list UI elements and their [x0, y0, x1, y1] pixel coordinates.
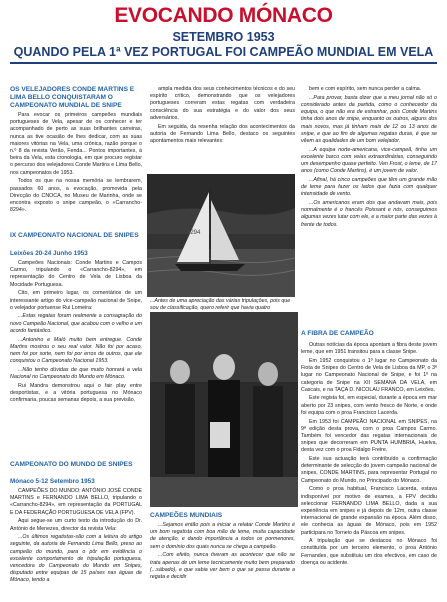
header-divider [10, 62, 437, 64]
quote: ...Afinal, há cinco campeões que têm um grande mão de leme para fazer os lados que fazia com qualquer intensidade de vento. [301, 176, 437, 198]
paragraph: Campeões Nacionais: Conde Martins e Campos Carmo, tripulando o «Carrancho-8294», em representação do Centro de Vela de Lisboa da Mocidade Portuguesa. [10, 260, 142, 288]
paragraph: Em seguida, da resenha relação dos acontecimentos da autoria de Fernando Lima Bello, destaco os seguintes apontamentos mais relevantes: [150, 123, 295, 144]
article-headline: QUANDO PELA 1ª VEZ PORTUGAL FOI CAMPEÃO MUNDIAL EM VELA [13, 45, 434, 59]
paragraph: Todos os que na nossa memória se lembrarem, passados 60 anos, a evocação, promovida pela Direcção do CNOCA, no Museu de Marinha, onde se encontra exposto o snipe campeão, o «Carrancho-8294». [10, 178, 142, 214]
paragraph: Como o proa habitual, Francisco Lacerda, estava indisponível por motivo de exames, a FPV decidiu seleccionar FERNANDO LIMA BELLO, dada a sua experiência em snipes e já depois de 12m, outra classe internacional de grande expansão na época. Além disso, ele conhecia as águas de Mónaco, pois em 1952 participara no Torneio da Páscoa em snipes. [301, 486, 437, 536]
quote: ...Os últimos regatistas-são com a leitura do artigo seguinte, da autoria de Fernando Lima Bello, preso ao campeão do mundo, para o pôr em evidência o excelente comportamento de tripulação portuguesa, vencedora do Campeonato do Mundo em Snipes, disputado entre equipas de 15 países nas águas de Mónaco, tendo a [10, 534, 142, 584]
section2-subtitle: Leixões 20-24 Junho 1953 [10, 250, 88, 257]
section3-body [10, 488, 142, 598]
champions-illustration [150, 312, 298, 507]
paragraph: Cito, em primeiro lugar, os comentários de um interessante artigo do vice-campeão nacional de Snipe, o velejador portuense Rui Lomeira: [10, 290, 142, 311]
kicker-title: EVOCANDO MÓNACO [114, 4, 333, 27]
paragraph: CAMPEÕES DO MUNDO: ANTÓNIO JOSÉ CONDE MARTINS e FERNANDO LIMA BELLO, tripulando o «Carrancho-8294», em representação da PORTUGAL E DA FEDERAÇÃO PORTUGUESA DE VELA (FPV). [10, 488, 142, 516]
paragraph: Para evocar os primeiros campeões mundiais portugueses de Vela, apesar de os conhecer e ter acompanhado de perto as suas brilhantes carreiras, nunca as tive ocasião de lhes dedicar, com as suas maiores vitórias na Vela, uma crónica, razão porque o n.º 8 da revista Verão, Fenda... Pontos importantes, à beira da Vela, esta cronologia, em que procuro registar o percurso dos velejadores Conde Martins e Lima Bello, nos campeonatos de 1953. [10, 112, 142, 176]
col3-top-body [301, 86, 437, 324]
paragraph: Aqui segue-se um curto texto da introdução do Dr. António de Menezes, director da revista Vela: [10, 518, 142, 532]
quote: ...Para provar, basta dizer que a meu jornal não só o considerado antes da partida, como o conhecedor da equipa, o que não era de estranhar, pois Conde Martins tinha dois anos de snipe, enquanto os outros, alguns dos mais novos, mas já tinham mais de 12 ou 13 anos de snipe, e que ao fim de algumas regatas duras, é que se vêem as qualidades de um bom velejador. [301, 94, 437, 144]
paragraph: bem e com espírito, sem nunca perder a calma. [309, 86, 422, 92]
paragraph: Outras notícias da época apontam a fibra deste jovem leme, que em 1951 transitou para a classe Snipe. [301, 342, 437, 356]
article-date: SETEMBRO 1953 [172, 30, 275, 44]
champions-photo [150, 312, 298, 507]
col2-top-body [150, 86, 295, 172]
sailboat-illustration [147, 174, 295, 297]
section1-body [10, 112, 142, 228]
col2-section-title: CAMPEÕES MUNDIAIS [150, 512, 223, 519]
paragraph: A tripulação que se destacou no Mónaco foi constituída por um terceiro elemento, o proa António Fernandes, que substituiu um dos efectivos, em caso de doença ou acidente. [301, 538, 437, 566]
paragraph: ampla medida dos seus conhecimentos técnicos e do seu espírito crítico, demonstrando que os velejadores portugueses correram estas regatas com verdadeira consciência do sua estratégia e do valor dos seus adversários. [150, 86, 295, 121]
photo1-caption: ...Antes de uma apreciação das várias tripulações, pois que sou de classificação, quero referir que havia quatro [150, 298, 291, 311]
col3-section-title: A FIBRA DE CAMPEÃO [301, 330, 374, 337]
sailboat-photo [147, 174, 295, 297]
col3-section-body [301, 342, 437, 598]
quote: ...Não tenho dúvidas de que muito honrará a vela Nacional no Campeonato do Mundo em Mónaco. [10, 366, 142, 381]
quote: ...Os americanos eram dos que andavam mais, pois normalmente é o francês Poissant e nós, conseguimos algumas vezes lutar com ele, e a maior parte das vezes à frente de todos. [301, 200, 437, 228]
paragraph: Em 1953 foi CAMPEÃO NACIONAL em SNIPES, na 9ª edição desta prova, com o proa Campos Carmo. Também foi vencedor das regatas internacionais de snipes que decorreram em PUNTA HUMBRIA, Huelva, desta vez com o proa Fidalgo Freire. [301, 418, 437, 454]
quote: ...Estas regatas foram realmente a consagração do novo Campeão Nacional, que acabou com o velho e um acordo fantástico. [10, 313, 142, 334]
col2-section-body [150, 522, 295, 598]
paragraph: Em 1952 conquistou o 1º lugar no Campeonato da Fiota de Snipes do Centro de Vela de Lisboa da MP, o 3º lugar no Campeonato Nacional de Snipe, e foi 1º na categoria de Snipe na XII SEMANA DA VELA, em Cascais, e na TAÇA D. NICOLAU FRANCO, em Leixões. [301, 357, 437, 393]
paragraph: Rui Mandra demonstrou aqui o fair play entre desportistas, e a vitória portuguesa no Mónaco confirmaria, poucas semanas depois, a sua previsão. [10, 382, 142, 404]
svg-text:8294: 8294 [187, 230, 201, 236]
quote: ...Antonino e Maló muito bem entregue. Conde Martins mostrou o seu real valor. Não foi por acaso, nem foi por sorte, nem foi por erros de outros, que ele conquistou o Campeonato Nacional 1953. [10, 336, 142, 365]
section3-title: CAMPEONATO DO MUNDO DE SNIPES [10, 461, 133, 468]
section3-subtitle: Mónaco 5-12 Setembro 1953 [10, 478, 95, 485]
section2-body [10, 260, 142, 460]
paragraph: Este sua actuação terá contribuído a confirmação determinante de selecção do jovem campeão nacional de snipes, CONDE MARTINS, para representar Portugal no Campeonato do Mundo, no Principado do Mónaco. [301, 456, 437, 484]
paragraph: Este regista foi, em especial, durante a época em mar aberto por 23 snipes, com vento fresco de Norte, e onde foi equipa com o proa Francisco Lacerda. [301, 395, 437, 416]
quote: ...Sejamos então pois a iniciar a relatar Conde Martins é um bom regatista com boa mão de leme, muita capacidade de atenção, e dando importância a todos os pormenores, sem o domínio dos quais nunca se chega a campeão. [150, 522, 295, 550]
section2-title: IX CAMPEONATO NACIONAL DE SNIPES [10, 232, 139, 239]
quote: ...A equipa norte-americana, vice-campeã, tinha um excelente barco com velas extraordinárias, conseguindo um desempenho quase perfeito. Ven Frost, o leme, de 17 anos (como Conde Martins), é um jovem de valor. [301, 146, 437, 175]
section1-title: OS VELEJADORES CONDE MARTINS E LIMA BELLO CONQUISTARAM O CAMPEONATO MUNDIAL DE SNIPE [10, 86, 135, 109]
quote: ...Com efeito, nunca tiveram as acontecer que não se trata apenas de um leme tecnicamente muito bem preparado (...sábado), e que sabia ver bem o que se passa durante a regata e decidir [150, 552, 295, 580]
